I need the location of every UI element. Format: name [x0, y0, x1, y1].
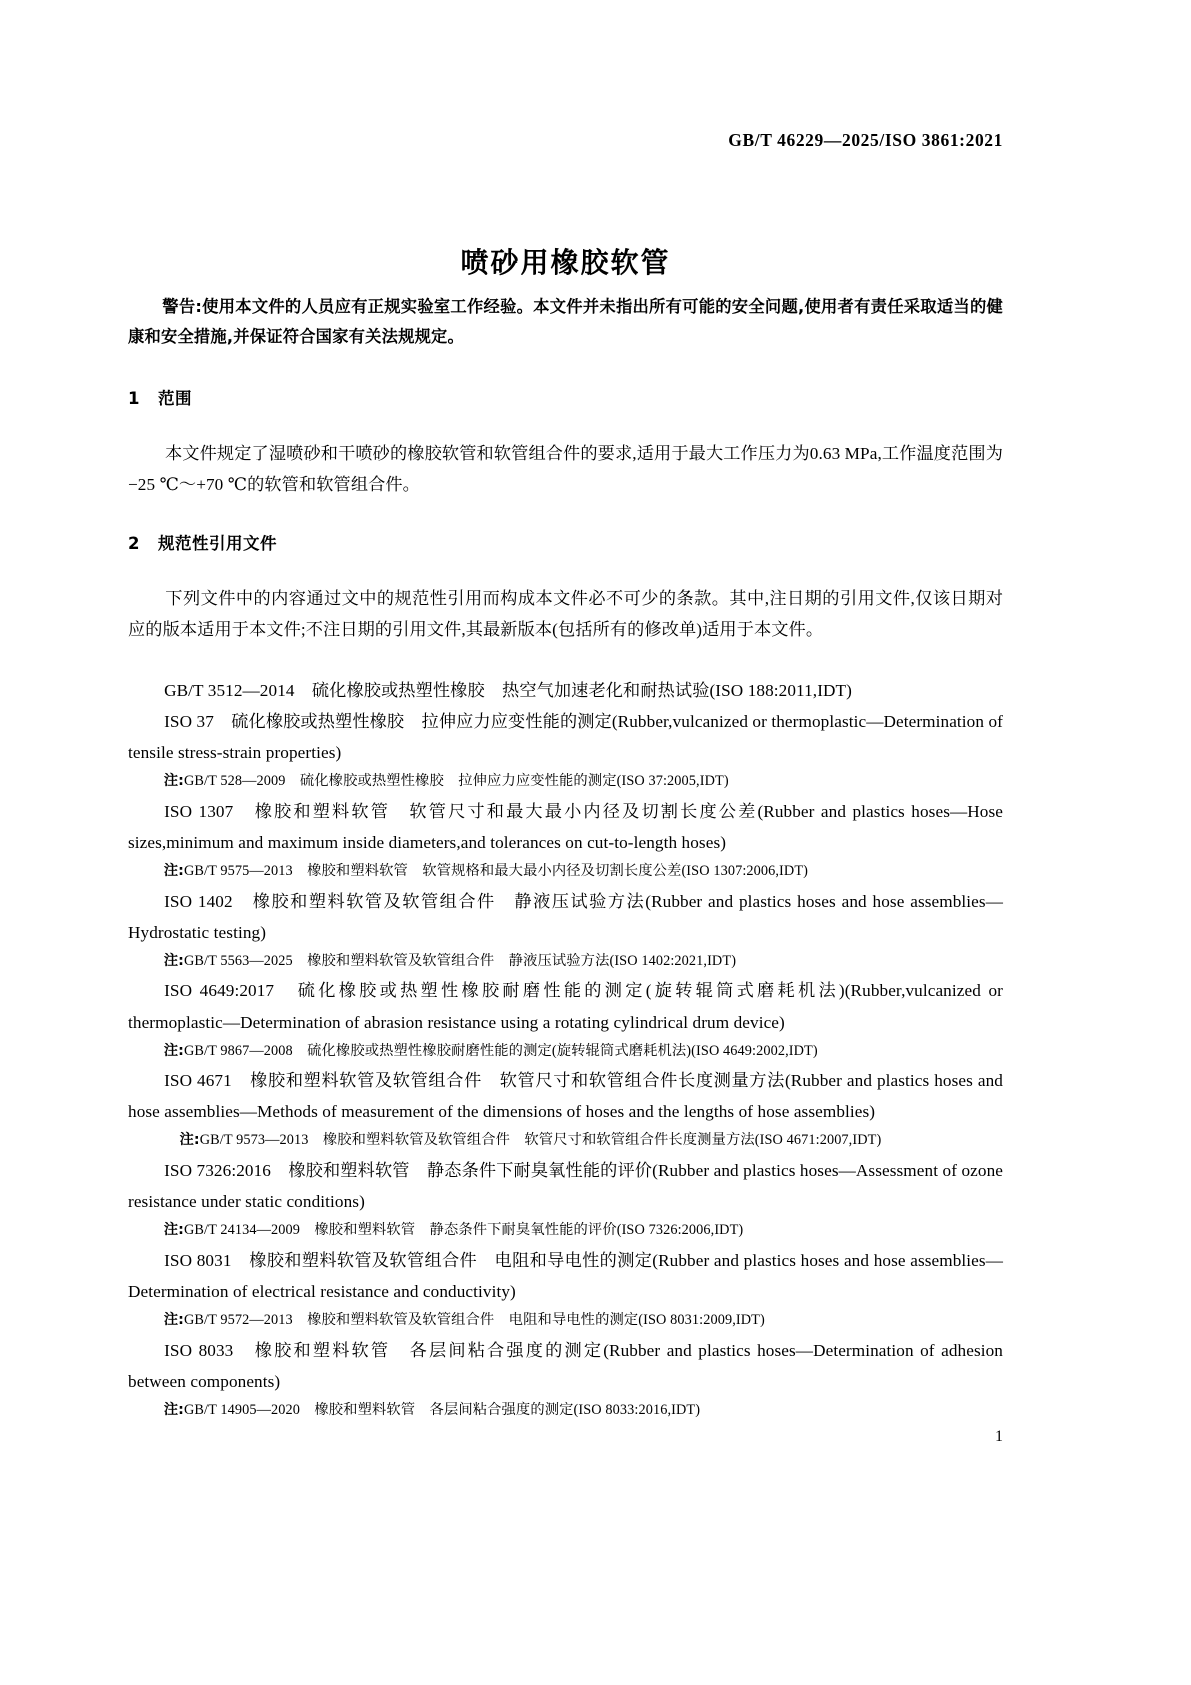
clause-2-number: 2 — [128, 534, 140, 553]
reference-entry-text: ISO 4671 橡胶和塑料软管及软管组合件 软管尺寸和软管组合件长度测量方法(Rubber and plastics hoses and hose assemblies—Methods of measurement of the dimensions of hoses and the lengths of hose assemblies) — [128, 1071, 1003, 1122]
clause-2-heading — [128, 530, 1003, 554]
reference-entry-text: ISO 37 硫化橡胶或热塑性橡胶 拉伸应力应变性能的测定(Rubber,vulcanized or thermoplastic—Determination of tensile stress-strain properties) — [128, 712, 1003, 763]
reference-entry-text: ISO 1307 橡胶和塑料软管 软管尺寸和最大最小内径及切割长度公差(Rubber and plastics hoses—Hose sizes,minimum and maximum inside diameters,and tolerances on cut-to-length hoses) — [128, 801, 1003, 852]
reference-note-text: GB/T 9867—2008 硫化橡胶或热塑性橡胶耐磨性能的测定(旋转辊筒式磨耗机法)(ISO 4649:2002,IDT) — [183, 1042, 818, 1059]
reference-entry — [128, 706, 1003, 768]
reference-note — [128, 1307, 1003, 1335]
reference-entry — [128, 975, 1003, 1037]
reference-note-text: GB/T 9575—2013 橡胶和塑料软管 软管规格和最大最小内径及切割长度公差(ISO 1307:2006,IDT) — [183, 863, 809, 880]
reference-note-label: 注: — [163, 1401, 184, 1418]
reference-note-label: 注: — [163, 863, 184, 880]
clause-2-title: 规范性引用文件 — [158, 534, 277, 553]
reference-note-label: 注: — [163, 773, 184, 790]
clause-1-heading — [128, 385, 1003, 409]
reference-note-text: GB/T 9573—2013 橡胶和塑料软管及软管组合件 软管尺寸和软管组合件长度测量方法(ISO 4671:2007,IDT) — [199, 1132, 882, 1149]
reference-note-text: GB/T 5563—2025 橡胶和塑料软管及软管组合件 静液压试验方法(ISO 1402:2021,IDT) — [183, 952, 737, 969]
reference-entry-text: ISO 1402 橡胶和塑料软管及软管组合件 静液压试验方法(Rubber and plastics hoses and hose assemblies—Hydrostatic testing) — [128, 891, 1003, 942]
reference-entry-text: ISO 7326:2016 橡胶和塑料软管 静态条件下耐臭氧性能的评价(Rubber and plastics hoses—Assessment of ozone resistance under static conditions) — [128, 1161, 1003, 1212]
reference-note — [128, 858, 1003, 886]
reference-note-label: 注: — [163, 1042, 184, 1059]
clause-2-body — [128, 583, 1003, 645]
reference-note-label: 注: — [179, 1132, 200, 1149]
document-title: 喷砂用橡胶软管 — [460, 245, 671, 279]
reference-note-text: GB/T 14905—2020 橡胶和塑料软管 各层间粘合强度的测定(ISO 8033:2016,IDT) — [183, 1401, 701, 1418]
page-content — [128, 0, 1003, 1685]
normative-references-list — [128, 675, 1003, 1424]
reference-entry — [128, 675, 1003, 706]
reference-note-text: GB/T 528—2009 硫化橡胶或热塑性橡胶 拉伸应力应变性能的测定(ISO 37:2005,IDT) — [183, 773, 729, 790]
reference-entry — [128, 1245, 1003, 1307]
reference-entry — [128, 1155, 1003, 1217]
warning-paragraph — [128, 292, 1003, 352]
reference-note-text: GB/T 9572—2013 橡胶和塑料软管及软管组合件 电阻和导电性的测定(ISO 8031:2009,IDT) — [183, 1311, 765, 1328]
clause-1-text: 本文件规定了湿喷砂和干喷砂的橡胶软管和软管组合件的要求,适用于最大工作压力为0.63 MPa,工作温度范围为−25 ℃～+70 ℃的软管和软管组合件。 — [128, 444, 1003, 494]
reference-note-label: 注: — [163, 1222, 184, 1239]
reference-note — [128, 948, 1003, 976]
clause-1-body — [128, 438, 1003, 500]
reference-entry — [128, 886, 1003, 948]
warning-text: 警告:使用本文件的人员应有正规实验室工作经验。本文件并未指出所有可能的安全问题,使用者有责任采取适当的健康和安全措施,并保证符合国家有关法规规定。 — [128, 297, 1003, 346]
reference-note — [128, 1127, 1003, 1155]
reference-note-label: 注: — [163, 952, 184, 969]
running-header-standard-code: GB/T 46229—2025/ISO 3861:2021 — [728, 130, 1003, 150]
clause-2-text: 下列文件中的内容通过文中的规范性引用而构成本文件必不可少的条款。其中,注日期的引用文件,仅该日期对应的版本适用于本文件;不注日期的引用文件,其最新版本(包括所有的修改单)适用于本文件。 — [128, 589, 1003, 639]
reference-entry — [128, 1065, 1003, 1127]
reference-note — [128, 1397, 1003, 1425]
reference-entry — [128, 1335, 1003, 1397]
reference-entry — [128, 796, 1003, 858]
reference-entry-text: GB/T 3512—2014 硫化橡胶或热塑性橡胶 热空气加速老化和耐热试验(ISO 188:2011,IDT) — [164, 681, 852, 700]
page-number: 1 — [995, 1428, 1003, 1445]
reference-note — [128, 768, 1003, 796]
reference-note-label: 注: — [163, 1311, 184, 1328]
reference-entry-text: ISO 8031 橡胶和塑料软管及软管组合件 电阻和导电性的测定(Rubber and plastics hoses and hose assemblies—Determination of electrical resistance and conductivity) — [128, 1250, 1003, 1301]
reference-entry-text: ISO 4649:2017 硫化橡胶或热塑性橡胶耐磨性能的测定(旋转辊筒式磨耗机法)(Rubber,vulcanized or thermoplastic—Determination of abrasion resistance using a rotating cylindrical drum device) — [128, 981, 1003, 1032]
reference-note-text: GB/T 24134—2009 橡胶和塑料软管 静态条件下耐臭氧性能的评价(ISO 7326:2006,IDT) — [183, 1222, 744, 1239]
reference-note — [128, 1038, 1003, 1066]
clause-1-number: 1 — [128, 389, 140, 408]
reference-note — [128, 1217, 1003, 1245]
clause-1-title: 范围 — [158, 389, 192, 408]
reference-entry-text: ISO 8033 橡胶和塑料软管 各层间粘合强度的测定(Rubber and plastics hoses—Determination of adhesion between components) — [128, 1340, 1003, 1391]
